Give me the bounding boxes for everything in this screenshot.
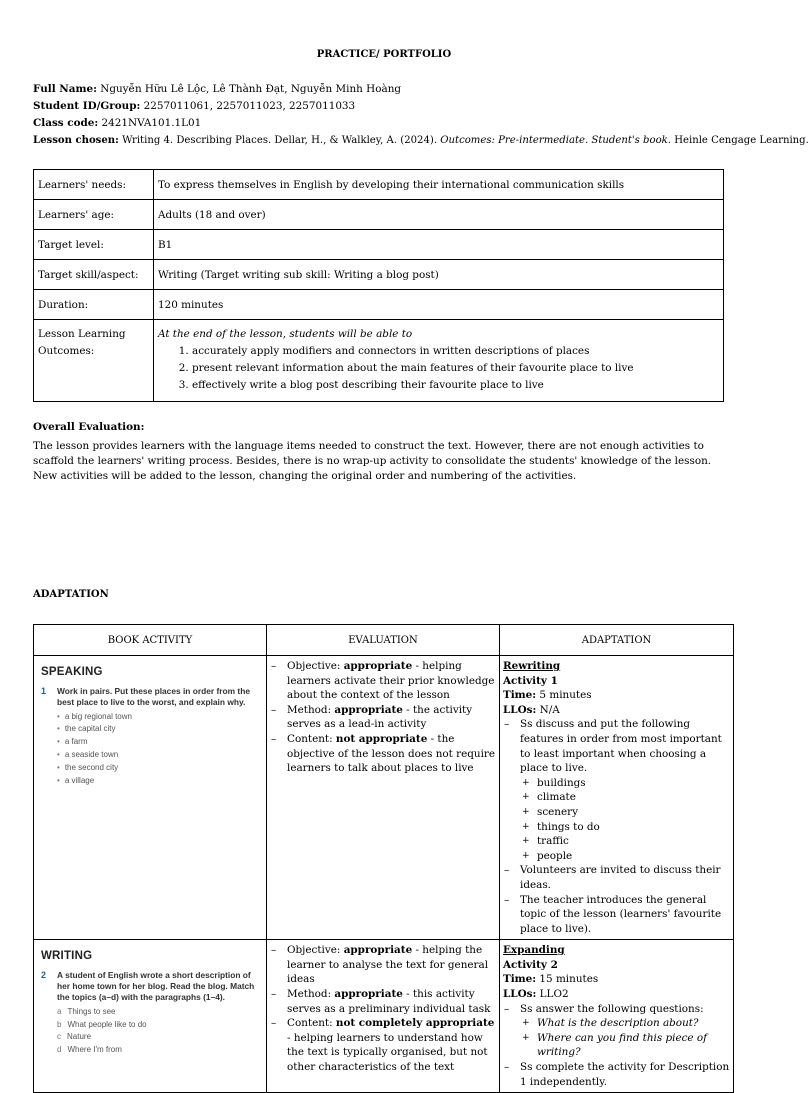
list-item: 1. accurately apply modifiers and connectors in written descriptions of places xyxy=(192,343,719,360)
evaluation-list xyxy=(270,943,496,1074)
evaluation-objective: – Objective: appropriate - helping learners activate their prior knowledge about the context of the lesson xyxy=(270,659,496,703)
adaptation-cell xyxy=(500,940,734,1093)
column-header: BOOK ACTIVITY xyxy=(34,625,267,656)
full-name-line xyxy=(33,81,753,98)
table-row xyxy=(34,260,724,290)
book-task xyxy=(41,686,263,708)
row-value: To express themselves in English by developing their international communication skills xyxy=(154,170,724,200)
full-name-label: Full Name: xyxy=(33,83,97,95)
row-value: Adults (18 and over) xyxy=(154,200,724,230)
list-item: – Ss answer the following questions: + What is the description about? + Where can you find this piece of writing? xyxy=(503,1002,730,1060)
lesson-book-title: Outcomes: Pre-intermediate. Student's book xyxy=(440,135,668,146)
lesson-publisher: . Heinle Cengage Learning. xyxy=(667,135,809,146)
list-item: + people xyxy=(520,849,730,864)
list-item: + What is the description about? xyxy=(520,1016,730,1031)
row-key: Lesson Learning Outcomes: xyxy=(34,320,154,402)
list-item: – Ss discuss and put the following features in order from most important to least important when choosing a place to live. + buildings + climate + scenery + things to do + traffic + people xyxy=(503,717,730,863)
list-item: – Volunteers are invited to discuss their ideas. xyxy=(503,863,730,892)
evaluation-content: – Content: not completely appropriate - helping learners to understand how the text is typically organised, but not other characteristics of the text xyxy=(270,1016,496,1074)
adaptation-cell xyxy=(500,656,734,940)
feature-list xyxy=(520,776,730,864)
column-header: EVALUATION xyxy=(267,625,500,656)
row-key: Duration: xyxy=(34,290,154,320)
table-header-row xyxy=(34,625,734,656)
row-key: Learners' needs: xyxy=(34,170,154,200)
book-task xyxy=(41,970,263,1003)
list-item: + scenery xyxy=(520,805,730,820)
adaptation-steps xyxy=(503,1002,730,1090)
evaluation-cell xyxy=(267,940,500,1093)
list-item: + traffic xyxy=(520,834,730,849)
lesson-chosen-value: Writing 4. Describing Places. Dellar, H., & Walkley, A. (2024). xyxy=(118,135,441,146)
column-header: ADAPTATION xyxy=(500,625,734,656)
table-row xyxy=(34,656,734,940)
adaptation-type: Expanding xyxy=(503,944,565,957)
list-item: 3. effectively write a blog post describing their favourite place to live xyxy=(192,377,719,394)
evaluation-content: – Content: not appropriate - the objective of the lesson does not require learners to talk about places to live xyxy=(270,732,496,776)
book-item-list xyxy=(57,711,263,788)
list-item: b What people like to do xyxy=(57,1019,147,1029)
evaluation-method: – Method: appropriate - this activity serves as a preliminary individual task xyxy=(270,987,496,1016)
book-activity-cell xyxy=(34,940,267,1093)
evaluation-cell xyxy=(267,656,500,940)
row-value: B1 xyxy=(154,230,724,260)
adaptation-table xyxy=(33,624,734,1093)
list-item: + Where can you find this piece of writing? xyxy=(520,1031,730,1060)
full-name-value: Nguyễn Hữu Lê Lộc, Lê Thành Đạt, Nguyễn Minh Hoàng xyxy=(96,83,402,95)
book-item-list xyxy=(57,1006,263,1057)
list-item: • the second city xyxy=(57,762,263,775)
student-id-value: 2257011061, 2257011023, 2257011033 xyxy=(140,100,356,112)
overall-evaluation-text: The lesson provides learners with the language items needed to construct the text. However, there are not enough activities to scaffold the learners' writing process. Besides, there is no wrap-up activity to consolidate the students' knowledge of the lesson. New activities will be added to the lesson, changing the original order and numbering of the activities. xyxy=(33,440,712,482)
book-section-title: SPEAKING xyxy=(41,666,103,678)
list-item: • a village xyxy=(57,775,263,788)
llo-list xyxy=(158,343,719,394)
class-code-label: Class code: xyxy=(33,117,99,129)
evaluation-objective: – Objective: appropriate - helping the learner to analyse the text for general ideas xyxy=(270,943,496,987)
task-instruction: A student of English wrote a short description of her home town for her blog. Read the blog. Match the topics (a–d) with the paragraphs (1–4). xyxy=(57,969,255,1002)
book-section-title: WRITING xyxy=(41,950,93,963)
evaluation-list xyxy=(270,659,496,776)
table-row xyxy=(34,170,724,200)
task-instruction: Work in pairs. Put these places in order from the best place to live to the worst, and explain why. xyxy=(57,685,250,707)
lesson-chosen-line xyxy=(33,132,809,149)
task-number: 2 xyxy=(41,969,47,980)
student-id-line xyxy=(33,98,753,115)
table-row xyxy=(34,200,724,230)
row-key: Target skill/aspect: xyxy=(34,260,154,290)
learning-outcomes xyxy=(154,320,724,402)
class-code-line xyxy=(33,115,753,132)
table-row xyxy=(34,940,734,1093)
list-item: • a farm xyxy=(57,736,263,749)
table-row xyxy=(34,230,724,260)
question-list xyxy=(520,1016,730,1060)
list-item: • a big regional town xyxy=(57,711,263,724)
list-item: – The teacher introduces the general topic of the lesson (learners' favourite place to live). xyxy=(503,893,730,937)
lesson-chosen-label: Lesson chosen: xyxy=(33,135,119,146)
list-item: 2. present relevant information about the main features of their favourite place to live xyxy=(192,360,719,377)
list-item: – Ss complete the activity for Description 1 independently. xyxy=(503,1060,730,1089)
table-row xyxy=(34,320,724,402)
row-value: Writing (Target writing sub skill: Writing a blog post) xyxy=(154,260,724,290)
list-item: • a seaside town xyxy=(57,749,263,762)
student-id-label: Student ID/Group: xyxy=(33,100,141,112)
list-item: + buildings xyxy=(520,776,730,791)
row-key: Target level: xyxy=(34,230,154,260)
list-item: + climate xyxy=(520,790,730,805)
overall-evaluation-heading: Overall Evaluation: xyxy=(33,421,145,433)
page-title: PRACTICE/ PORTFOLIO xyxy=(316,49,452,60)
evaluation-method: – Method: appropriate - the activity serves as a lead-in activity xyxy=(270,703,496,732)
table-row xyxy=(34,290,724,320)
activity-title: Activity 1 xyxy=(503,674,558,687)
activity-time: Time: 15 minutes xyxy=(503,973,599,986)
list-item: c Nature xyxy=(57,1032,92,1042)
llo-intro: At the end of the lesson, students will be able to xyxy=(158,328,413,340)
lesson-details-table xyxy=(33,169,724,402)
class-code-value: 2421NVA101.1L01 xyxy=(98,117,202,129)
activity-time: Time: 5 minutes xyxy=(503,689,592,702)
activity-llos: LLOs: LLO2 xyxy=(503,988,569,1001)
adaptation-steps xyxy=(503,717,730,936)
book-activity-cell xyxy=(34,656,267,940)
task-number: 1 xyxy=(41,685,47,696)
list-item: • the capital city xyxy=(57,723,263,736)
list-item: a Things to see xyxy=(57,1006,116,1016)
adaptation-type: Rewriting xyxy=(503,660,561,672)
list-item: + things to do xyxy=(520,820,730,835)
list-item: d Where I'm from xyxy=(57,1045,122,1055)
row-key: Learners' age: xyxy=(34,200,154,230)
activity-llos: LLOs: N/A xyxy=(503,703,560,716)
adaptation-heading: ADAPTATION xyxy=(33,589,109,600)
activity-title: Activity 2 xyxy=(503,958,558,971)
row-value: 120 minutes xyxy=(154,290,724,320)
